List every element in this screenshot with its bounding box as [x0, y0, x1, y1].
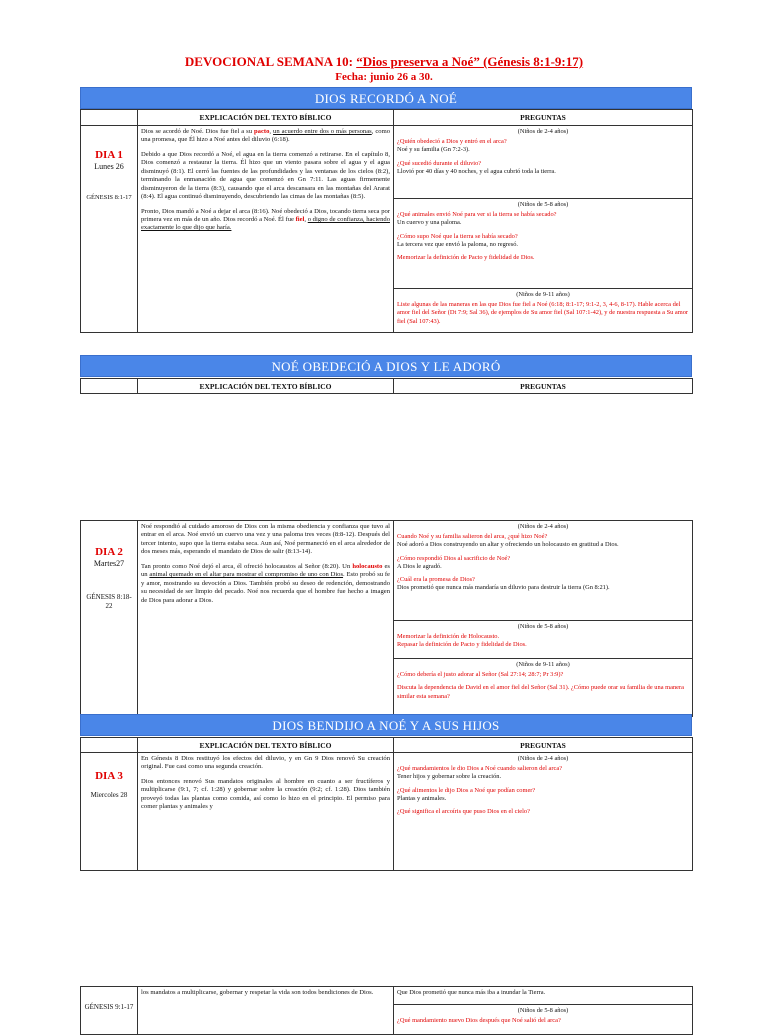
- section3-table: [80, 737, 693, 871]
- explanation-paragraph: Noé respondió al cuidado amoroso de Dios con la misma obediencia y confianza que tuvo al entrar en el arca. Noé envió un cuervo una vez y una paloma tres veces (8:8-12). Después del tercer intento, supo que la tierra estaba seca. Aun así, Noé permaneció en el arca alrededor de dos meses más, esperando el mandato de Dios de salir (8:13-14).: [141, 523, 390, 556]
- section2-title: NOÉ OBEDECIÓ A DIOS Y LE ADORÓ: [80, 355, 692, 377]
- day-date: Lunes 26: [94, 162, 124, 172]
- question: Repasar la definición de Pacto y fidelidad de Dios.: [397, 641, 527, 649]
- answer: Noé adoró a Dios construyendo un altar y ofreciendo un holocausto en gratitud a Dios.: [397, 541, 619, 549]
- question: Discuta la dependencia de David en el amor fiel del Señor (Sal 31). ¿Cómo puede orar su familia de una manera similar esta semana?: [397, 684, 684, 700]
- age-group-label: (Niños de 2-4 años): [517, 523, 569, 530]
- question: Memorizar la definición de Pacto y fidelidad de Dios.: [397, 253, 535, 261]
- question: ¿Qué animales envió Noé para ver si la tierra se había secado?: [397, 211, 557, 219]
- question: ¿Cómo supo Noé que la tierra se había secado?: [397, 232, 518, 240]
- question: ¿Qué sucedió durante el diluvio?: [397, 159, 482, 167]
- question: ¿Quién obedeció a Dios y entró en el arca?: [397, 138, 507, 146]
- day-cell: [81, 126, 138, 333]
- section2-header-table: [80, 378, 693, 394]
- scripture-ref: GÉNESIS 9:1-17: [84, 1003, 134, 1011]
- question: ¿Qué alimentos le dijo Dios a Noé que podían comer?: [397, 786, 536, 794]
- age-group-label: (Niños de 5-8 años): [517, 1007, 569, 1014]
- explanation-paragraph: Pronto, Dios mandó a Noé a dejar el arca (8:16). Noé obedeció a Dios, tocando tierra seca por primera vez en más de un año. Dios recordó a Noé. Él fue fiel, o digno de confianza, haciendo exactamente lo que dijo que haría.: [141, 207, 390, 232]
- title-prefix: DEVOCIONAL SEMANA 10:: [184, 54, 357, 69]
- explanation-paragraph: Debido a que Dios recordó a Noé, el agua en la tierra comenzó a retirarse. En el capítulo 8, Dios comenzó a restaurar la tierra. Él hizo que un viento pasara sobre el agua y el agua disminuyó (8:1). El cerró las fuentes de las profundidades y las ventanas de los cielos (8:2), terminando la enmanación de agua que comenzó en Gn 7:11. Las aguas firmemente disminuyeron de la tierra (8:3), causando que el arca descansara en las montañas del Ararat (8:4). El agua continuó disminuyendo, descubriendo las cimas de las montañas (8:5).: [141, 150, 390, 201]
- day-cell: [81, 753, 138, 871]
- explanation-paragraph: los mandatos a multiplicarse, gobernar y respetar la vida son todos bendiciones de Dios.: [141, 989, 374, 996]
- questions-header: PREGUNTAS: [394, 110, 693, 126]
- answer: La tercera vez que envió la paloma, no regresó.: [397, 240, 519, 248]
- age-group-label: (Niños de 2-4 años): [517, 755, 569, 762]
- day-date: Miercoles 28: [90, 791, 128, 800]
- questions-cell-age-5-8: [394, 621, 693, 659]
- document-date: Fecha: junio 26 a 30.: [335, 71, 433, 83]
- question: ¿Qué significa el arcoíris que puso Dios en el cielo?: [397, 807, 530, 815]
- age-group-label: (Niños de 2-4 años): [517, 128, 569, 135]
- answer: Un cuervo y una paloma.: [397, 219, 462, 227]
- questions-cell-answer: [394, 987, 693, 1005]
- questions-cell-age-9-11: [394, 659, 693, 717]
- explanation-cell: [138, 987, 394, 1035]
- questions-cell-age-9-11: [394, 289, 693, 333]
- answer: Tener hijos y gobernar sobre la creación.: [397, 773, 502, 781]
- explanation-cell: [138, 521, 394, 717]
- day-header-cell: [81, 110, 138, 126]
- section2-table: [80, 520, 693, 717]
- day-label: DIA 2: [95, 546, 123, 558]
- explanation-header: EXPLICACIÓN DEL TEXTO BÍBLICO: [138, 110, 394, 126]
- age-group-label: (Niños de 9-11 años): [516, 291, 570, 298]
- day-header-cell: [81, 379, 138, 394]
- explanation-header: EXPLICACIÓN DEL TEXTO BÍBLICO: [138, 738, 394, 753]
- section1-table: [80, 109, 693, 333]
- age-group-label: (Niños de 9-11 años): [516, 661, 570, 668]
- explanation-header: EXPLICACIÓN DEL TEXTO BÍBLICO: [138, 379, 394, 394]
- explanation-cell: [138, 126, 394, 333]
- answer: Llovió por 40 días y 40 noches, y el agua cubrió toda la tierra.: [397, 167, 556, 175]
- explanation-cell: [138, 753, 394, 871]
- questions-cell-age-2-4: [394, 521, 693, 621]
- day-label: DIA 3: [95, 770, 123, 782]
- explanation-paragraph: Tan pronto como Noé dejó el arca, él ofreció holocaustos al Señor (8:20). Un holocausto es un animal quemado en el altar para mostrar el compromiso de uno con Dios. Esto probó su fe y amor, mostrando su devoción a Dios. También probó su deseo de redención, demostrando su necesidad de ser limpio del pecado. Noé nos recuerda que el hombre fue hecho a imagen de Dios para adorar a Dios.: [141, 562, 390, 604]
- questions-header: PREGUNTAS: [394, 379, 693, 394]
- answer: Plantas y animales.: [397, 794, 447, 802]
- scripture-ref: GÉNESIS 8:1-17: [86, 194, 132, 202]
- day-label: DIA 1: [95, 149, 123, 161]
- question: ¿Cómo debería el justo adorar al Señor (Sal 27:14; 28:7; Pr 3:9)?: [397, 671, 564, 679]
- question: Liste algunas de las maneras en las que Dios fue fiel a Noé (6:18; 8:1-17; 9:1-2, 3, 4-6, 8-17). Hable acerca del amor fiel del Señor (Dt 7:9; Sal 36), de ejemplos de Su amor fiel (Sal 107:1-42), y de nuestra respuesta a Su amor fiel (Sal 107:43).: [397, 301, 689, 325]
- answer: A Dios le agradó.: [397, 562, 442, 570]
- section1-title: DIOS RECORDÓ A NOÉ: [80, 87, 692, 109]
- explanation-paragraph: Dios se acordó de Noé. Dios fue fiel a su pacto, un acuerdo entre dos o más personas, como una promesa, que Él hizo a Noé antes del diluvio (6:18).: [141, 128, 391, 144]
- questions-cell-age-5-8: [394, 199, 693, 289]
- section3-title: DIOS BENDIJO A NOÉ Y A SUS HIJOS: [80, 714, 692, 736]
- day-cell: [81, 521, 138, 717]
- question: Memorizar la definición de Holocausto.: [397, 633, 500, 641]
- question: Cuando Noé y su familia salieron del arca, ¿qué hizo Noé?: [397, 533, 548, 541]
- day-date: Martes27: [93, 559, 125, 569]
- question: ¿Qué mandamiento nuevo Dios después que Noé salió del arca?: [397, 1017, 561, 1025]
- title-main: “Dios preserva a Noé” (Génesis 8:1-9:17): [356, 54, 584, 69]
- explanation-paragraph: En Génesis 8 Dios restituyó los efectos del diluvio, y en Gn 9 Dios renovó Su creación original. Fue casi como una segunda creación.: [141, 755, 390, 771]
- answer: Dios prometió que nunca más mandaría un diluvio para destruir la tierra (Gn 8:21).: [397, 584, 610, 592]
- questions-cell-age-2-4: [394, 753, 693, 871]
- questions-cell-age-5-8: [394, 1005, 693, 1035]
- question: ¿Cómo respondió Dios al sacrificio de Noé?: [397, 554, 511, 562]
- question: ¿Qué mandamientos le dio Dios a Noé cuando salieron del arca?: [397, 765, 563, 773]
- answer: Que Dios prometió que nunca más iba a inundar la Tierra.: [397, 989, 546, 996]
- questions-header: PREGUNTAS: [394, 738, 693, 753]
- age-group-label: (Niños de 5-8 años): [517, 201, 569, 208]
- questions-cell-age-2-4: [394, 126, 693, 199]
- explanation-paragraph: Dios entonces renovó Sus mandatos originales al hombre en cuanto a ser fructíferos y multiplicarse (9:1, 7; cf. 1:28) y gobernar sobre la creación (9:2; cf. 1:28). Dios también proveyó todas las plantas como comida, así como lo hizo en el principio. El permiso para comer plantas y animales y: [141, 777, 390, 811]
- question: ¿Cuál era la promesa de Dios?: [397, 575, 475, 583]
- document-title: [0, 54, 768, 70]
- day-cell: [81, 987, 138, 1035]
- scripture-ref: GÉNESIS 8:18-22: [86, 593, 132, 611]
- answer: Noé y su familia (Gn 7:2-3).: [397, 146, 470, 154]
- day-header-cell: [81, 738, 138, 753]
- section3-continuation-table: [80, 986, 693, 1035]
- age-group-label: (Niños de 5-8 años): [517, 623, 569, 630]
